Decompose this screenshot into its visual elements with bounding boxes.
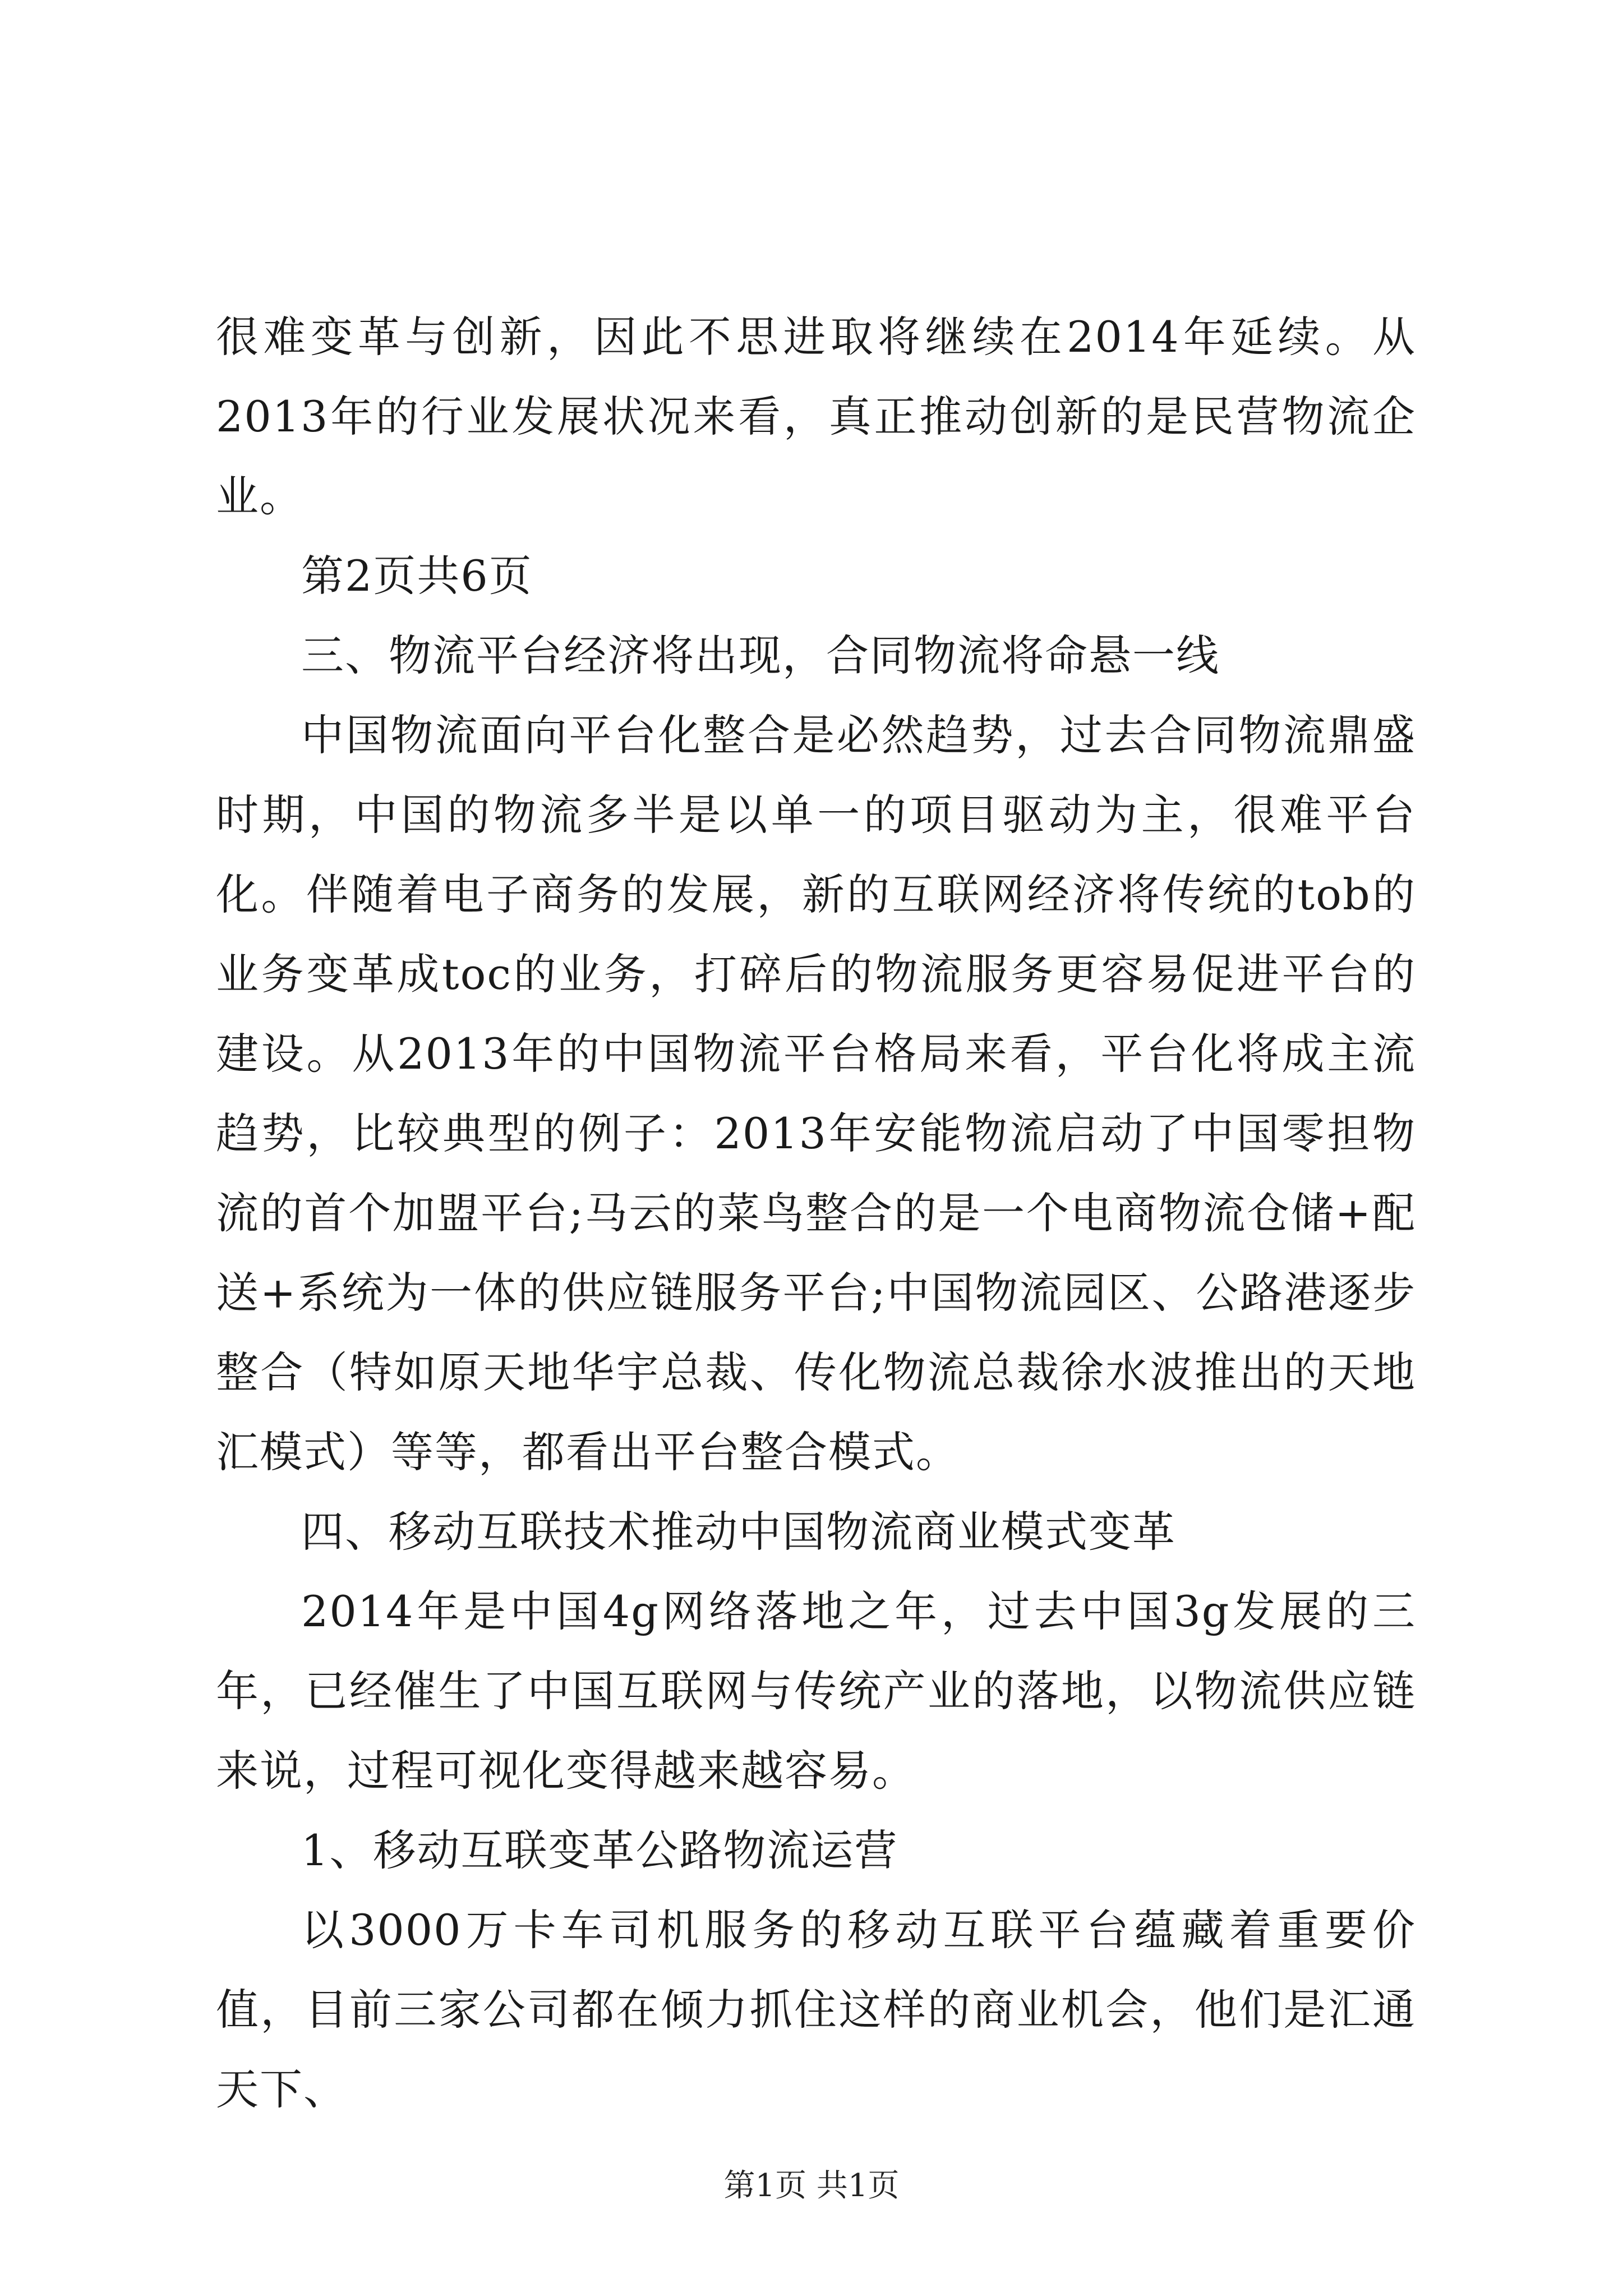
paragraph-4g-network: 2014年是中国4g网络落地之年，过去中国3g发展的三年，已经催生了中国互联网与传统产业的落地，以物流供应链来说，过程可视化变得越来越容易。	[216, 1586, 1416, 1796]
page-footer: 第1页 共1页	[723, 2168, 900, 2204]
paragraph-continuation: 很难变革与创新，因此不思进取将继续在2014年延续。从2013年的行业发展状况来看，真正推动创新的是民营物流企业。	[216, 312, 1416, 521]
paragraph-truck-drivers: 以3000万卡车司机服务的移动互联平台蕴藏着重要价值，目前三家公司都在倾力抓住这样的商业机会，他们是汇通天下、	[216, 1905, 1416, 2114]
paragraph-platform-economy: 中国物流面向平台化整合是必然趋势，过去合同物流鼎盛时期，中国的物流多半是以单一的项目驱动为主，很难平台化。伴随着电子商务的发展，新的互联网经济将传统的tob的业务变革成toc的业务，打碎后的物流服务更容易促进平台的建设。从2013年的中国物流平台格局来看，平台化将成主流趋势，比较典型的例子：2013年安能物流启动了中国零担物流的首个加盟平台;马云的菜鸟整合的是一个电商物流仓储+配送+系统为一体的供应链服务平台;中国物流园区、公路港逐步整合（特如原天地华宇总裁、传化物流总裁徐水波推出的天地汇模式）等等，都看出平台整合模式。	[216, 710, 1416, 1477]
subsection-heading-1: 1、移动互联变革公路物流运营	[301, 1825, 898, 1875]
inline-page-marker: 第2页共6页	[301, 551, 533, 601]
document-body	[216, 297, 1416, 2129]
section-heading-4: 四、移动互联技术推动中国物流商业模式变革	[301, 1507, 1176, 1557]
section-heading-3: 三、物流平台经济将出现，合同物流将命悬一线	[301, 631, 1220, 680]
